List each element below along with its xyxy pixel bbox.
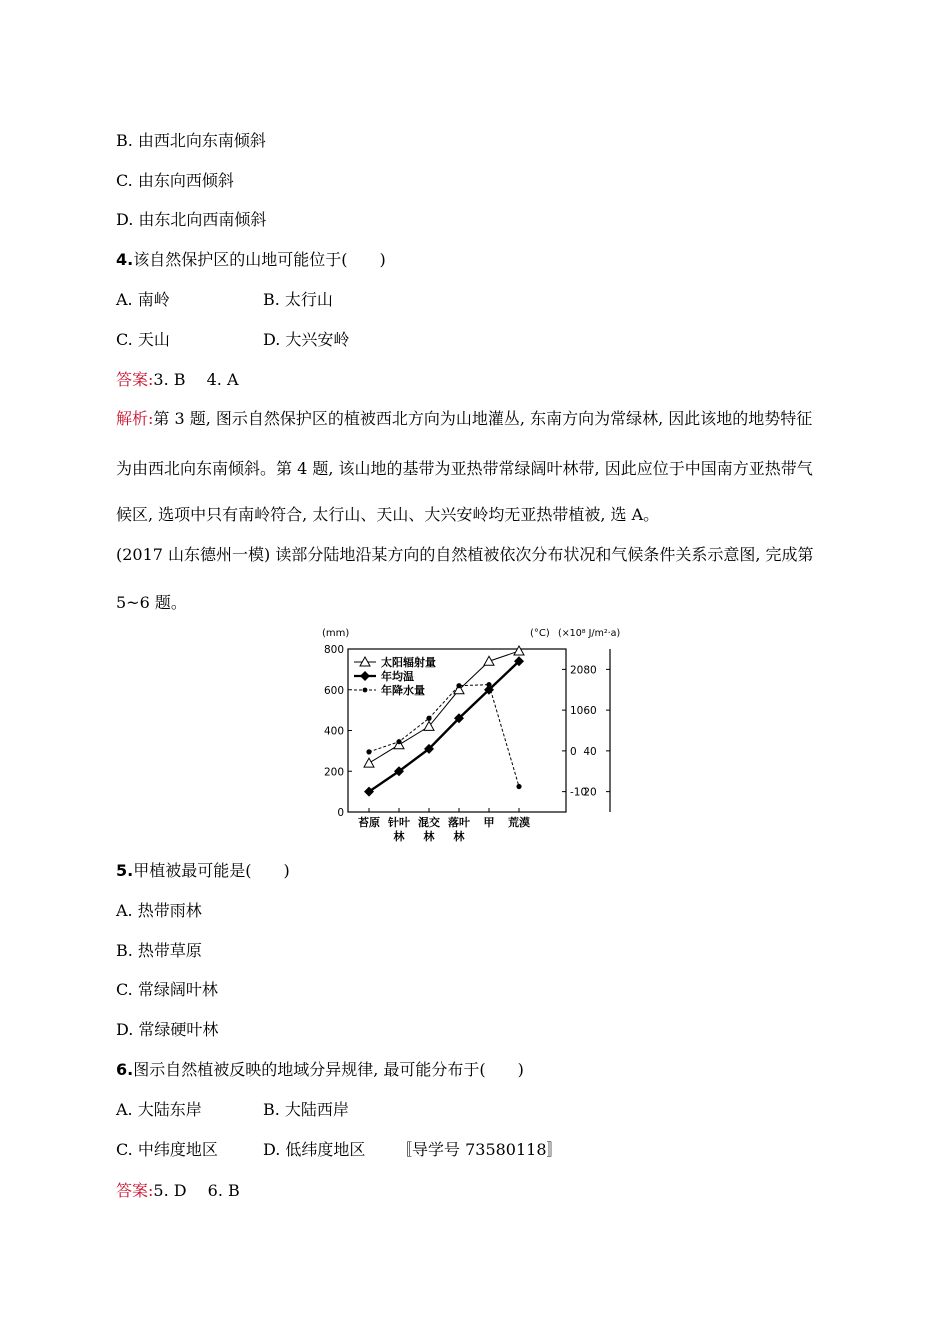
q4-option-c: C. 天山 [116,330,170,349]
intro-line-2: 5~6 题。 [116,593,187,612]
q4-text: 该自然保护区的山地可能位于( ) [133,250,386,269]
q6-option-c: C. 中纬度地区 [116,1140,218,1159]
q6-options-row1 [116,1100,349,1120]
analysis-text-1: 第 3 题, 图示自然保护区的植被西北方向为山地灌丛, 东南方向为常绿林, 因此该地的地势特征 [153,409,813,428]
q6-option-d: D. 低纬度地区 [263,1140,366,1159]
precipitation-point [396,739,401,744]
radiation-tick-label: 60 [583,705,597,718]
q4-options-row2 [116,330,350,350]
legend-diamond-marker [360,671,370,681]
intro-line-1: (2017 山东德州一模) 读部分陆地沿某方向的自然植被依次分布状况和气候条件关系示意图, 完成第 [116,545,814,564]
radiation-point [484,656,494,665]
guide-number: 〚导学号 73580118〛 [396,1140,563,1159]
precipitation-point [516,784,521,789]
answer-1 [116,370,239,390]
q4-option-b: B. 太行山 [263,290,333,309]
radiation-point [364,758,374,767]
q6-number: 6. [116,1060,134,1079]
q4-options-row1 [116,290,333,310]
q5-option-c: C. 常绿阔叶林 [116,980,218,999]
legend-dot-marker [363,688,368,693]
q5-option-a: A. 热带雨林 [116,901,202,920]
q4-number: 4. [116,250,134,269]
temp-tick-label: 0 [570,745,577,758]
left-tick-label: 200 [323,766,344,779]
left-tick-label: 0 [337,807,344,819]
q6-options-row2 [116,1140,563,1160]
x-category-label: 荒漠 [508,816,530,829]
precipitation-point [426,716,431,721]
legend-label: 年降水量 [381,684,425,697]
legend-label: 年均温 [381,670,414,683]
analysis-line-3: 候区, 选项中只有南岭符合, 太行山、天山、大兴安岭均无亚热带植被, 选 A。 [116,505,660,524]
x-category-label: 落叶 [448,816,470,829]
answer-2 [116,1181,240,1201]
q6-text: 图示自然植被反映的地域分异规律, 最可能分布于( ) [133,1060,524,1079]
q6-stem [116,1060,524,1080]
answer-label: 答案: [116,1181,154,1200]
series-line [369,685,519,787]
legend-label: 太阳辐射量 [381,656,436,669]
q5-option-b: B. 热带草原 [116,941,202,960]
temp-axis-unit: (°C) [530,628,550,639]
q3-option-c: C. 由东向西倾斜 [116,171,234,190]
radiation-tick-label: 80 [583,664,597,677]
left-tick-label: 800 [323,644,344,656]
x-category-label: 林 [453,830,465,843]
x-category-label: 混交 [418,816,440,829]
analysis-line-2: 为由西北向东南倾斜。第 4 题, 该山地的基带为亚热带常绿阔叶林带, 因此应位于中国南方亚热带气 [116,459,813,478]
left-tick-label: 400 [323,725,344,738]
q4-stem [116,250,386,270]
x-category-label: 针叶 [388,816,410,829]
radiation-tick-label: 40 [583,745,597,758]
q4-option-a: A. 南岭 [116,290,170,309]
q5-text: 甲植被最可能是( ) [133,861,290,880]
analysis-line-1 [116,409,812,429]
precipitation-point [366,749,371,754]
x-category-label: 林 [393,830,405,843]
x-category-label: 苔原 [358,816,380,829]
q6-option-b: B. 大陆西岸 [263,1100,349,1119]
temp-tick-label: 20 [570,664,584,677]
q4-option-d: D. 大兴安岭 [263,330,350,349]
q3-option-b: B. 由西北向东南倾斜 [116,131,266,150]
x-category-label: 甲 [483,816,495,829]
radiation-point [514,646,524,655]
q6-option-a: A. 大陆东岸 [116,1100,202,1119]
left-tick-label: 600 [323,684,344,697]
analysis-label: 解析: [116,409,154,428]
answer-text: 5. D 6. B [153,1181,240,1200]
q3-option-d: D. 由东北向西南倾斜 [116,210,267,229]
left-axis-unit: (mm) [322,628,350,639]
vegetation-climate-chart [318,622,638,844]
answer-text: 3. B 4. A [153,370,239,389]
temp-tick-label: -10 [570,786,588,799]
x-category-label: 林 [423,830,435,843]
answer-label: 答案: [116,370,154,389]
radiation-tick-label: 20 [583,786,597,799]
radiation-axis-unit: (×10⁸ J/m²·a) [558,628,621,639]
temp-tick-label: 10 [570,705,584,718]
precipitation-point [486,682,491,687]
q5-number: 5. [116,861,134,880]
q5-stem [116,861,290,881]
q5-option-d: D. 常绿硬叶林 [116,1020,219,1039]
precipitation-point [456,683,461,688]
